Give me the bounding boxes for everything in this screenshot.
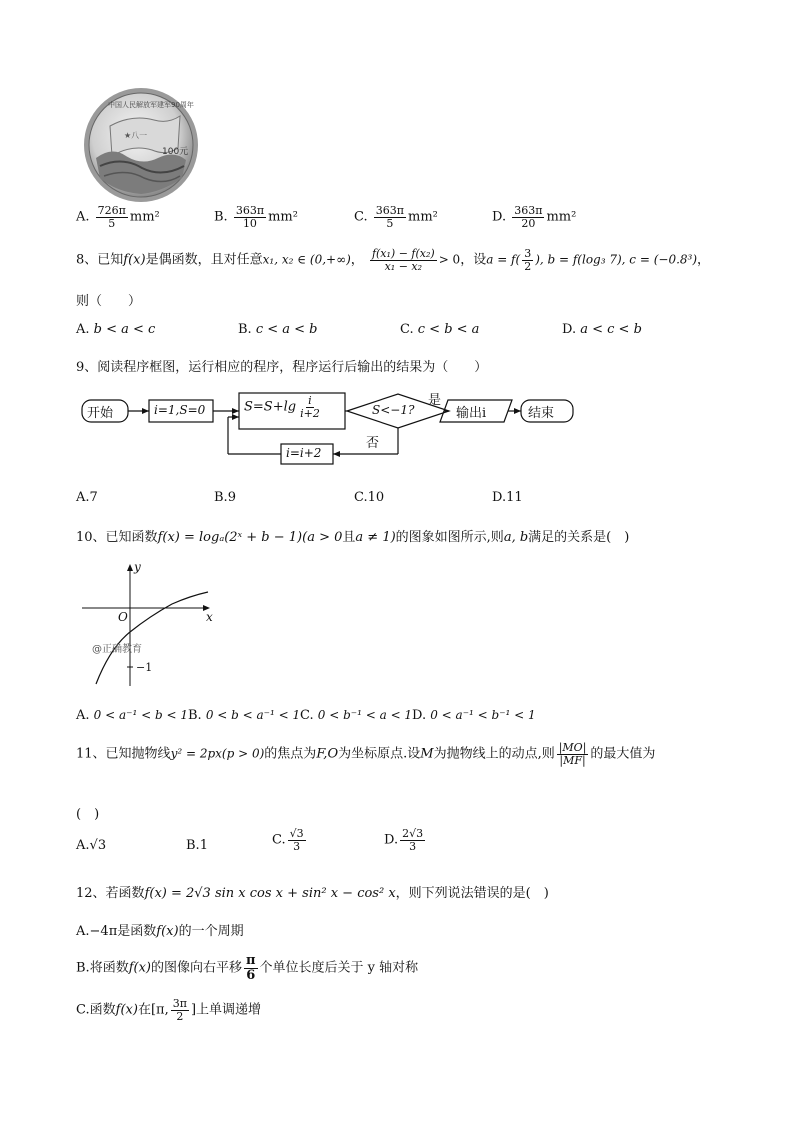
text-fragment: 7 <box>89 490 98 505</box>
fraction <box>557 742 589 766</box>
q10-option-d[interactable] <box>412 708 536 723</box>
text-fragment: i <box>308 394 312 407</box>
q12-option-b[interactable] <box>76 954 418 982</box>
text-fragment: x₁ − x₂ <box>384 259 423 273</box>
text-fragment: 的图象如图所示,则 <box>395 530 504 545</box>
text-fragment: B. <box>188 708 202 723</box>
text-fragment: 函数 <box>89 1002 116 1018</box>
text-fragment: 若函数 <box>105 886 145 901</box>
text-fragment: 已知 <box>97 252 124 268</box>
fraction <box>234 205 266 229</box>
q9-option-a[interactable] <box>76 490 98 505</box>
text-fragment: 11、 <box>76 746 106 762</box>
fraction <box>522 248 533 272</box>
q11-option-d[interactable] <box>384 828 427 852</box>
text-fragment: 12、 <box>76 886 106 901</box>
text-fragment: 2 <box>524 259 532 273</box>
text-fragment: c < a < b <box>255 322 318 337</box>
text-fragment: 的焦点为 <box>264 746 317 762</box>
text-fragment: 363π <box>235 204 265 217</box>
text-fragment: |MF| <box>559 753 586 767</box>
text-fragment: 3 <box>409 839 417 853</box>
text-fragment: a = f( <box>486 252 521 267</box>
q11-option-c[interactable] <box>272 828 308 852</box>
text-fragment: 上单调递增 <box>196 1002 262 1018</box>
text-fragment: C. <box>76 1002 90 1018</box>
text-fragment: 5 <box>108 216 116 230</box>
text-fragment: π <box>246 953 256 968</box>
text-fragment: −4π <box>89 924 118 939</box>
q10-option-a[interactable] <box>76 708 188 723</box>
q9-option-d[interactable] <box>492 490 523 505</box>
q7-option-b[interactable] <box>214 205 298 229</box>
text-fragment: 将函数 <box>89 960 129 976</box>
text-fragment: f(x) <box>115 1002 138 1018</box>
text-fragment: 的一个周期 <box>178 924 244 939</box>
text-fragment: 是函数 <box>117 924 157 939</box>
text-fragment: 满足的关系是( ) <box>528 530 630 545</box>
text-fragment: 为坐标原点.设 <box>338 746 421 762</box>
q12-option-c[interactable] <box>76 998 261 1022</box>
text-fragment: [π, <box>150 1002 169 1018</box>
fraction <box>298 395 322 419</box>
text-fragment: f(x) <box>128 960 151 976</box>
text-fragment: 的图像向右平移 <box>151 960 243 976</box>
text-fragment: 726π <box>97 204 126 217</box>
text-fragment: ， <box>697 252 711 268</box>
fraction <box>370 248 437 272</box>
flow-end: 结束 <box>528 406 555 421</box>
q7-option-c[interactable] <box>354 205 438 229</box>
q8-option-a[interactable] <box>76 322 155 337</box>
text-fragment: A. <box>76 490 90 505</box>
text-fragment: B. <box>238 322 252 337</box>
text-fragment: mm² <box>408 209 438 225</box>
flow-assign <box>244 395 324 419</box>
text-fragment: C. <box>400 322 414 337</box>
text-fragment: C. <box>300 708 314 723</box>
text-fragment: 3π <box>172 997 187 1010</box>
q11-stem <box>76 742 655 766</box>
text-fragment: F,O <box>316 746 339 762</box>
text-fragment: 6 <box>246 967 256 983</box>
q12-option-a[interactable] <box>76 920 244 939</box>
text-fragment: A. <box>76 708 90 723</box>
text-fragment: ， <box>350 252 364 268</box>
fraction <box>512 205 544 229</box>
flow-init: i=1,S=0 <box>154 403 206 417</box>
text-fragment: ，则下列说法错误的是( ) <box>395 886 549 901</box>
text-fragment: mm² <box>546 209 577 225</box>
q8-stem-line2: 则（ ） <box>76 294 142 309</box>
text-fragment: f(x₁) − f(x₂) <box>371 247 435 260</box>
flow-output: 输出i <box>456 406 487 421</box>
text-fragment: 11 <box>506 490 523 505</box>
text-fragment: 0 < b⁻¹ < a < 1 <box>317 708 413 722</box>
q11-option-b[interactable] <box>186 838 208 853</box>
fraction <box>96 205 128 229</box>
text-fragment: 且 <box>342 530 356 545</box>
text-fragment: 为抛物线上的动点,则 <box>433 746 555 762</box>
text-fragment: 已知函数 <box>105 530 158 545</box>
coin-image <box>82 86 200 204</box>
text-fragment: y² = 2px(p > 0) <box>170 746 265 761</box>
text-fragment: f(x) = 2√3 sin x cos x + sin² x − cos² x <box>144 886 396 901</box>
text-fragment: 10 <box>367 490 385 505</box>
text-fragment: 0 < a⁻¹ < b < 1 <box>93 708 188 722</box>
coin-denomination: 100元 <box>162 147 189 157</box>
q7-option-a[interactable] <box>76 205 160 229</box>
text-fragment: b < a < c <box>93 322 156 337</box>
graph-x-label: x <box>206 610 213 624</box>
text-fragment: D. <box>412 708 427 723</box>
text-fragment: 8、 <box>76 252 98 268</box>
text-fragment: ] <box>190 1002 197 1018</box>
text-fragment: mm² <box>129 209 160 225</box>
q10-option-c[interactable] <box>300 708 412 723</box>
q11-option-a[interactable] <box>76 838 106 853</box>
text-fragment: 2√3 <box>402 827 424 840</box>
flowchart-lines <box>76 386 596 468</box>
text-fragment: > 0 <box>438 252 461 267</box>
text-fragment: i+2 <box>300 406 320 420</box>
q12-stem <box>76 882 549 901</box>
text-fragment: 是偶函数，且对任意 <box>145 252 263 268</box>
text-fragment: 0 < a⁻¹ < b⁻¹ < 1 <box>430 708 536 722</box>
text-fragment: C. <box>272 832 286 848</box>
q9-stem: 9、阅读程序框图，运行相应的程序，程序运行后输出的结果为（ ） <box>76 360 488 375</box>
text-fragment: 3 <box>293 839 301 853</box>
text-fragment: mm² <box>268 209 298 225</box>
text-fragment: B. <box>76 960 90 976</box>
text-fragment: 的最大值为 <box>590 746 656 762</box>
text-fragment: a, b <box>503 530 529 545</box>
text-fragment: A. <box>76 838 90 853</box>
graph-origin: O <box>118 610 128 624</box>
flow-condition: S<−1? <box>372 403 415 417</box>
fraction <box>171 998 189 1022</box>
q8-stem <box>76 248 710 272</box>
text-fragment: C. <box>354 209 368 225</box>
fraction <box>244 954 258 982</box>
text-fragment: B. <box>214 490 228 505</box>
text-fragment: D. <box>492 209 507 225</box>
text-fragment: ，设 <box>460 252 487 268</box>
q10-stem <box>76 526 629 545</box>
q9-option-c[interactable] <box>354 490 384 505</box>
q8-option-c[interactable] <box>400 322 479 337</box>
q10-option-b[interactable] <box>188 708 300 723</box>
text-fragment: B. <box>214 209 228 225</box>
text-fragment: 已知抛物线 <box>105 746 171 762</box>
text-fragment: 0 < b < a⁻¹ < 1 <box>205 708 301 722</box>
q10-graph <box>80 560 220 690</box>
text-fragment: 10 <box>242 216 257 230</box>
text-fragment: D. <box>384 832 399 848</box>
graph-watermark: @正确教育 <box>92 644 142 655</box>
text-fragment: a < c < b <box>580 322 642 337</box>
fraction <box>374 205 406 229</box>
text-fragment: √3 <box>89 838 107 853</box>
q9-option-b[interactable] <box>214 490 236 505</box>
q9-flowchart <box>76 386 596 468</box>
flow-no-label: 否 <box>366 436 380 451</box>
text-fragment: 363π <box>514 204 543 217</box>
text-fragment: |MO| <box>558 741 587 754</box>
graph-y-label: y <box>134 560 141 574</box>
flow-increment: i=i+2 <box>286 446 322 460</box>
text-fragment: ), b = f(log₃ 7), c = (−0.8³) <box>535 252 698 267</box>
graph-tick-label: −1 <box>136 661 153 674</box>
text-fragment: 1 <box>199 838 208 853</box>
text-fragment: 10、 <box>76 530 106 545</box>
q7-option-d[interactable] <box>492 205 576 229</box>
text-fragment: x₁, x₂ ∈ (0,+∞) <box>262 252 351 267</box>
text-fragment: f(x) <box>123 252 146 268</box>
text-fragment: A. <box>76 209 90 225</box>
text-fragment: 9 <box>227 490 236 505</box>
text-fragment: D. <box>492 490 507 505</box>
text-fragment: 2 <box>176 1009 184 1023</box>
fraction <box>288 828 306 852</box>
flow-yes-label: 是 <box>428 393 442 408</box>
text-fragment: 在 <box>137 1002 151 1018</box>
text-fragment: S=S+lg <box>244 399 297 415</box>
text-fragment: 363π <box>375 204 404 217</box>
text-fragment: f(x) <box>156 924 179 939</box>
coin-rim-text: 中国人民解放军建军90周年 <box>108 101 194 109</box>
q8-option-b[interactable] <box>238 322 318 337</box>
text-fragment: M <box>420 746 434 762</box>
text-fragment: 个单位长度后关于 y 轴对称 <box>259 960 419 976</box>
text-fragment: C. <box>354 490 368 505</box>
text-fragment: 20 <box>521 216 536 230</box>
q8-option-d[interactable] <box>562 322 642 337</box>
fraction <box>400 828 425 852</box>
text-fragment: D. <box>562 322 577 337</box>
q11-stem-line2: ( ) <box>76 807 100 822</box>
text-fragment: A. <box>76 924 90 939</box>
text-fragment: √3 <box>289 827 304 840</box>
text-fragment: c < b < a <box>417 322 480 337</box>
text-fragment: A. <box>76 322 90 337</box>
text-fragment: 5 <box>386 216 394 230</box>
flow-start: 开始 <box>87 406 114 421</box>
text-fragment: 3 <box>524 247 532 260</box>
text-fragment: a ≠ 1) <box>355 530 396 545</box>
text-fragment: B. <box>186 838 200 853</box>
text-fragment: f(x) = logₐ(2ˣ + b − 1)(a > 0 <box>157 530 343 545</box>
svg-text:★八一: ★八一 <box>124 131 148 140</box>
